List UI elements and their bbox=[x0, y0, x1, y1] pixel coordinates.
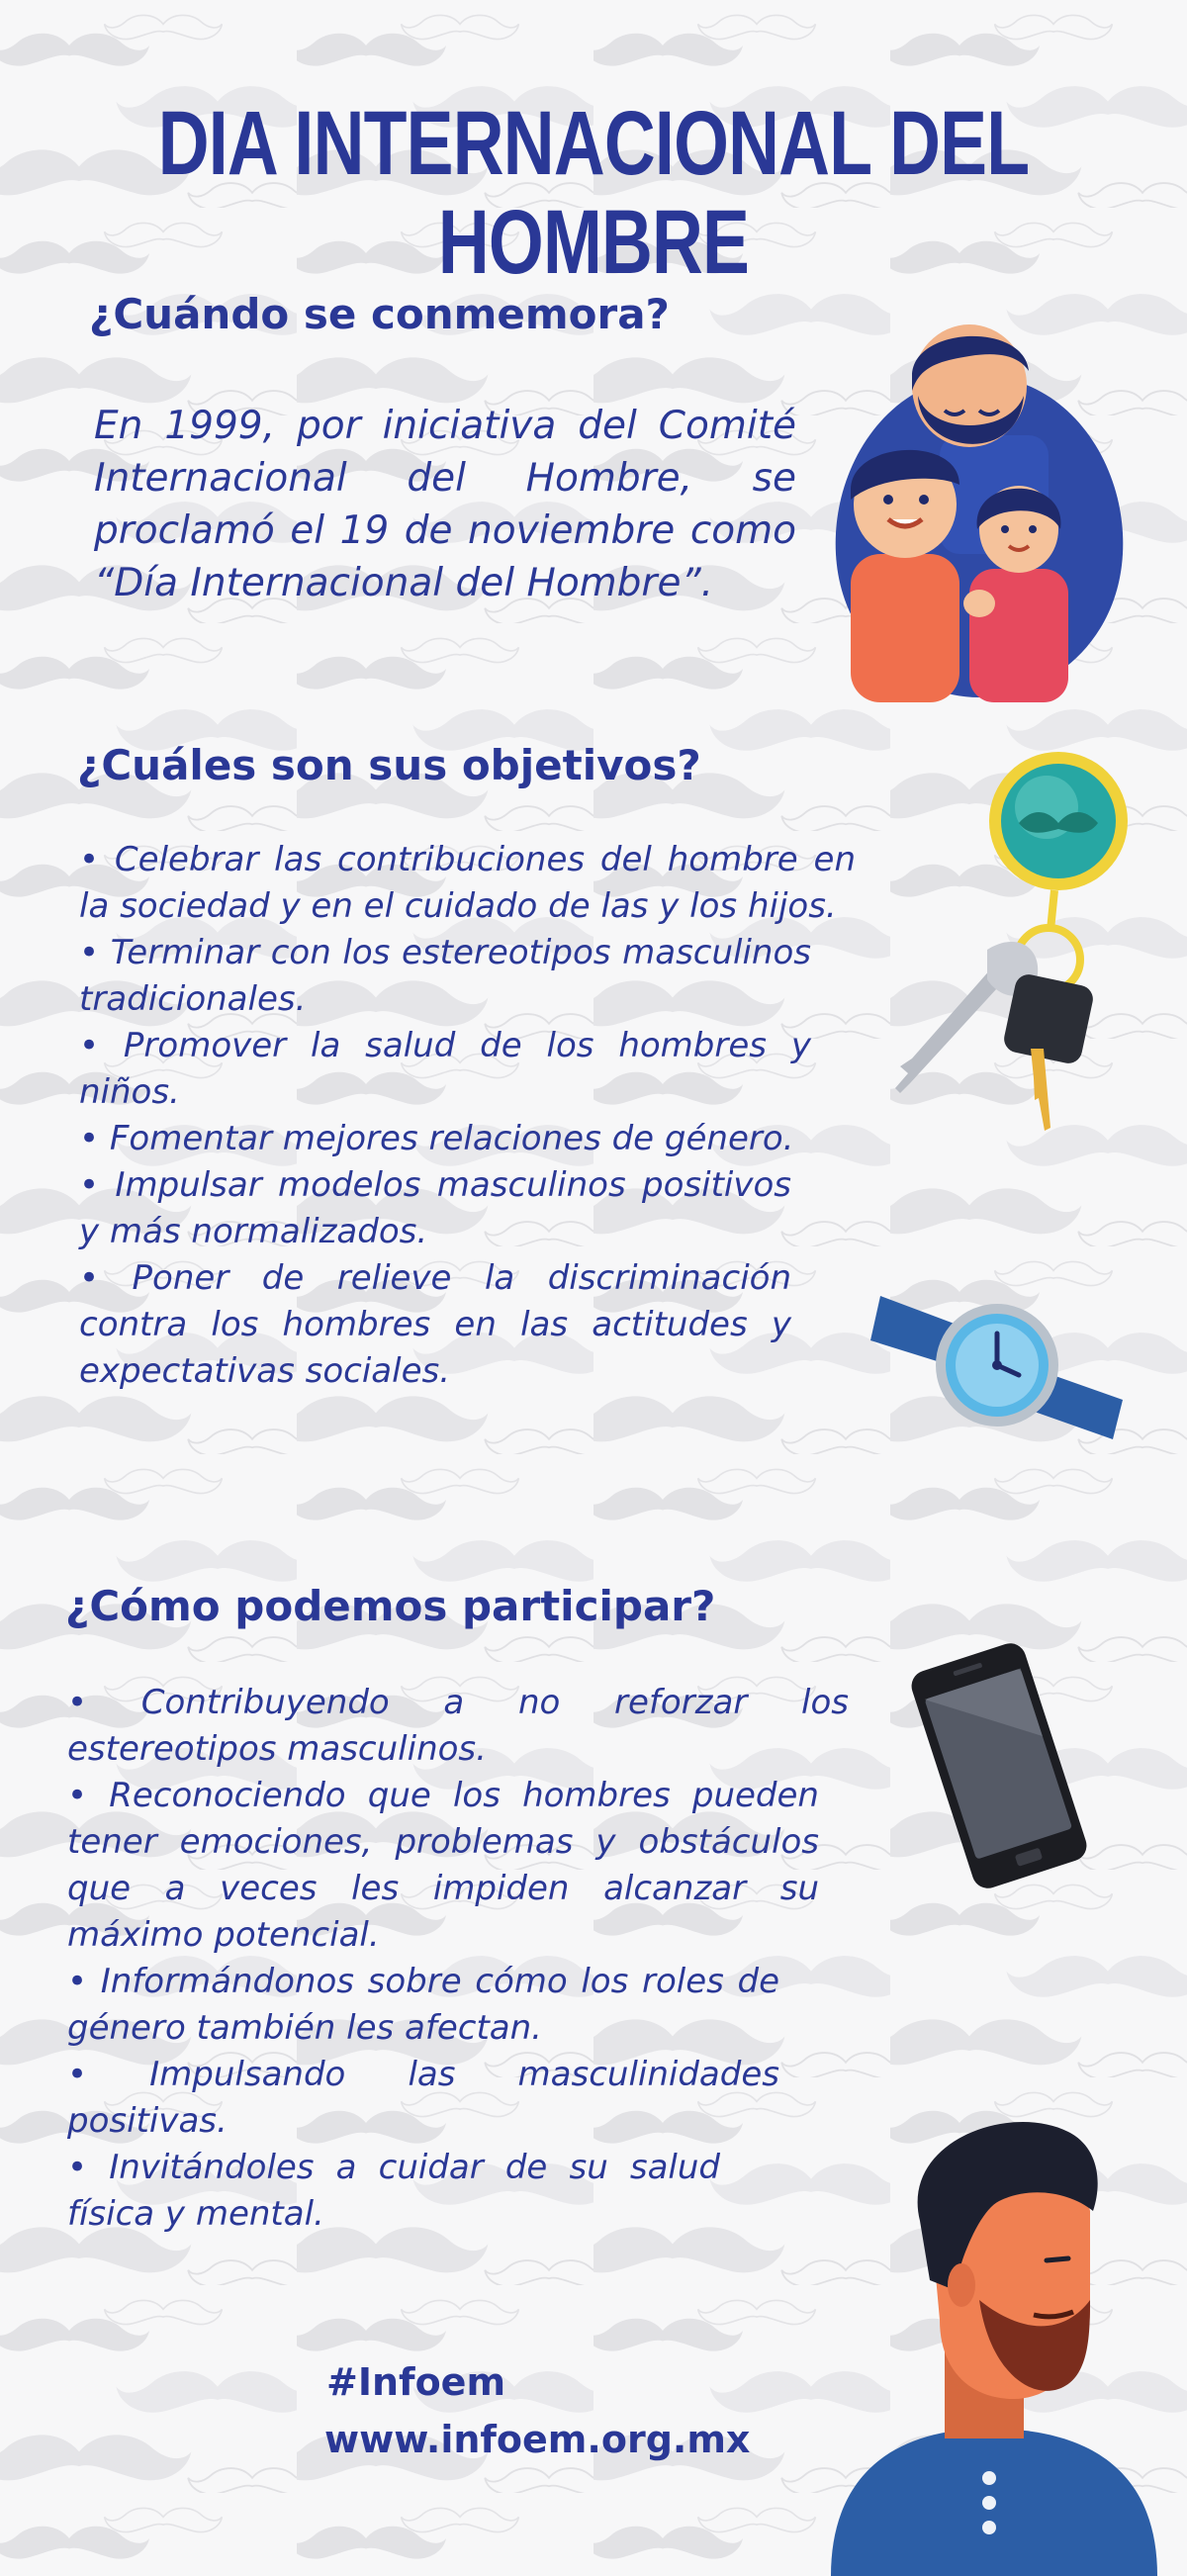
section-when-text: En 1999, por iniciativa del Comité Internacional del Hombre, se proclamó el 19 de noviembre como “Día Internacional del Hombre”. bbox=[94, 404, 796, 605]
footer-website[interactable]: www.infoem.org.mx bbox=[324, 2418, 751, 2461]
list-item: • Promover la salud de los hombres y niños. bbox=[79, 1023, 811, 1116]
keychain-icon bbox=[870, 752, 1128, 1138]
list-item: • Fomentar mejores relaciones de género. bbox=[79, 1116, 811, 1162]
page-title: DIA INTERNACIONAL DEL HOMBRE bbox=[157, 93, 1030, 293]
wristwatch-icon bbox=[870, 1276, 1128, 1444]
list-item: • Impulsar modelos masculinos positivos y más normalizados. bbox=[79, 1162, 791, 1255]
list-item: • Informándonos sobre cómo los roles de género también les afectan. bbox=[67, 1959, 779, 2052]
list-item: • Terminar con los estereotipos masculinos tradicionales. bbox=[79, 930, 811, 1023]
list-item: • Impulsando las masculinidades positivas. bbox=[67, 2052, 779, 2145]
section-participate-heading: ¿Cómo podemos participar? bbox=[65, 1582, 716, 1630]
list-item: • Contribuyendo a no reforzar los estereotipos masculinos. bbox=[67, 1680, 849, 1773]
list-item: • Poner de relieve la discriminación contra los hombres en las actitudes y expectativas sociales. bbox=[79, 1255, 791, 1395]
list-item: • Celebrar las contribuciones del hombre en la sociedad y en el cuidado de las y los hijos. bbox=[79, 837, 856, 930]
list-item: • Invitándoles a cuidar de su salud física y mental. bbox=[67, 2145, 720, 2238]
objectives-list bbox=[79, 837, 856, 1395]
family-icon bbox=[821, 317, 1138, 702]
smartphone-icon bbox=[895, 1642, 1103, 1889]
section-objectives-heading: ¿Cuáles son sus objetivos? bbox=[77, 741, 701, 789]
list-item: • Reconociendo que los hombres pueden tener emociones, problemas y obstáculos que a veces les impiden alcanzar su máximo potencial. bbox=[67, 1773, 819, 1959]
section-when-heading: ¿Cuándo se conmemora? bbox=[89, 290, 670, 338]
footer-hashtag: #Infoem bbox=[326, 2360, 506, 2404]
participate-list bbox=[67, 1680, 849, 2238]
bearded-man-icon bbox=[831, 2102, 1167, 2576]
